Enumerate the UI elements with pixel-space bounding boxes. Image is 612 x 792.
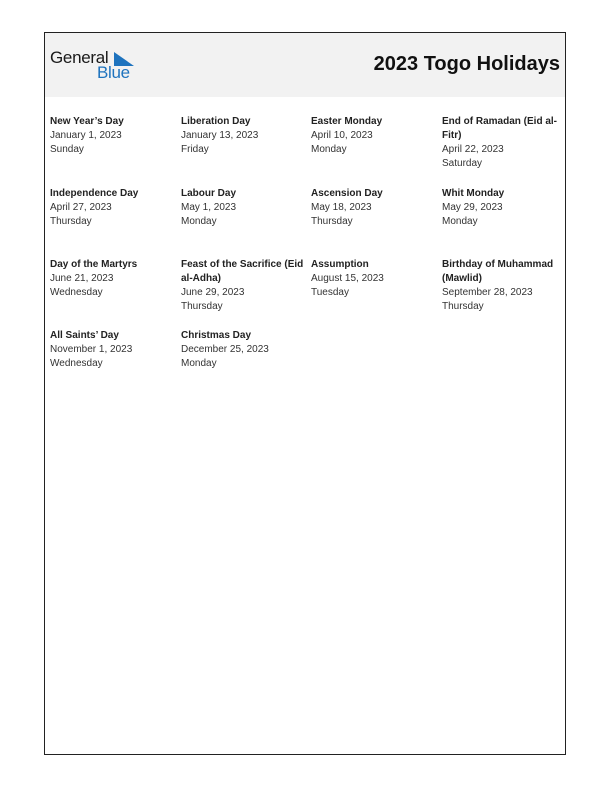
holiday-date: September 28, 2023 [442, 287, 533, 298]
holiday-date: January 1, 2023 [50, 130, 122, 141]
holiday-name: Birthday of Muhammad (Mawlid) [442, 259, 554, 284]
holiday-date: April 22, 2023 [442, 144, 504, 155]
holiday-name: Independence Day [50, 188, 139, 199]
holiday-weekday: Thursday [311, 216, 353, 227]
holiday-weekday: Tuesday [311, 287, 349, 298]
holiday-item [50, 329, 176, 371]
holiday-item [311, 258, 437, 300]
holiday-name: End of Ramadan (Eid al-Fitr) [442, 116, 558, 141]
holiday-item [50, 187, 176, 229]
holiday-weekday: Monday [311, 144, 347, 155]
holiday-item [311, 187, 437, 229]
logo-blue-text: Blue [97, 63, 130, 82]
holiday-weekday: Thursday [50, 216, 92, 227]
holiday-name: All Saints’ Day [50, 330, 119, 341]
holiday-date: June 21, 2023 [50, 273, 114, 284]
holiday-weekday: Wednesday [50, 287, 103, 298]
page-frame [44, 32, 566, 755]
page-title: 2023 Togo Holidays [373, 53, 560, 75]
holiday-date: May 1, 2023 [181, 202, 237, 213]
holiday-item [181, 115, 307, 157]
holiday-date: April 27, 2023 [50, 202, 112, 213]
holiday-item [181, 187, 307, 229]
holiday-item [50, 258, 176, 300]
holiday-date: August 15, 2023 [311, 273, 384, 284]
holiday-weekday: Thursday [181, 301, 223, 312]
holiday-weekday: Saturday [442, 158, 483, 169]
holiday-name: New Year’s Day [50, 116, 124, 127]
holiday-weekday: Sunday [50, 144, 84, 155]
holiday-date: May 18, 2023 [311, 202, 372, 213]
holiday-weekday: Monday [181, 216, 217, 227]
holiday-date: December 25, 2023 [181, 344, 269, 355]
holiday-item [181, 258, 307, 314]
holiday-weekday: Monday [181, 358, 217, 369]
holiday-weekday: Friday [181, 144, 209, 155]
holiday-name: Feast of the Sacrifice (Eid al-Adha) [181, 259, 304, 284]
holiday-name: Whit Monday [442, 188, 505, 199]
holiday-name: Assumption [311, 259, 369, 270]
holiday-item [442, 258, 568, 314]
generalblue-logo [50, 48, 140, 82]
holiday-item [442, 115, 568, 171]
holiday-date: May 29, 2023 [442, 202, 503, 213]
holiday-name: Ascension Day [311, 188, 383, 199]
holiday-name: Labour Day [181, 188, 237, 199]
holiday-name: Day of the Martyrs [50, 259, 138, 270]
holiday-item [442, 187, 568, 229]
holiday-name: Christmas Day [181, 330, 252, 341]
holiday-date: November 1, 2023 [50, 344, 133, 355]
holiday-weekday: Monday [442, 216, 478, 227]
holiday-date: April 10, 2023 [311, 130, 373, 141]
holiday-name: Easter Monday [311, 116, 383, 127]
holiday-date: June 29, 2023 [181, 287, 245, 298]
holiday-item [181, 329, 307, 371]
holiday-weekday: Wednesday [50, 358, 103, 369]
holiday-name: Liberation Day [181, 116, 251, 127]
holiday-weekday: Thursday [442, 301, 484, 312]
logo-general-text: General [50, 48, 109, 67]
holiday-item [311, 115, 437, 157]
holiday-date: January 13, 2023 [181, 130, 259, 141]
header-band [45, 33, 565, 97]
holiday-item [50, 115, 176, 157]
